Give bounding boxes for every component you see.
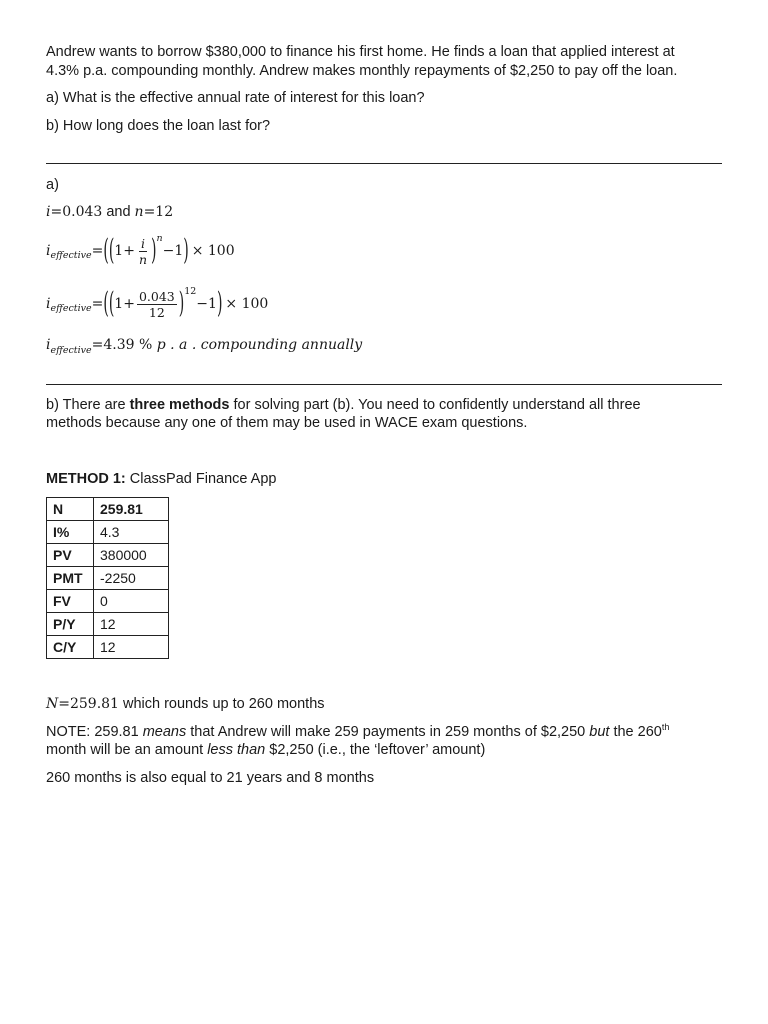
result-equals: =	[91, 337, 104, 353]
note-part-3: the 260	[609, 724, 662, 740]
eq1-one-plus: 1+	[114, 243, 135, 259]
i-symbol: i	[46, 204, 51, 220]
inner-paren-close: )	[178, 287, 185, 321]
table-row	[47, 521, 169, 544]
eq2-subscript: effective	[50, 302, 92, 314]
eq1-subscript: effective	[50, 249, 92, 261]
row-key: C/Y	[47, 636, 94, 659]
inner-paren-close: )	[151, 234, 157, 268]
i-over-n-fraction	[137, 236, 149, 267]
row-key: FV	[47, 590, 94, 613]
part-b-suffix: for solving part (b). You need to confidently understand all three	[229, 397, 641, 413]
result-lhs: i	[46, 337, 51, 353]
row-value: -2250	[94, 567, 169, 590]
n-symbol: n	[134, 204, 144, 220]
note-part-1: NOTE: 259.81	[46, 724, 143, 740]
row-value: 0	[94, 590, 169, 613]
n-result-text: which rounds up to 260 months	[118, 696, 325, 712]
n-result	[46, 695, 325, 713]
row-value: 12	[94, 613, 169, 636]
note-line-2b: $2,250 (i.e., the ‘leftover’ amount)	[265, 742, 486, 758]
years-equivalent: 260 months is also equal to 21 years and 8 months	[46, 770, 375, 786]
outer-paren-open: (	[103, 234, 109, 268]
part-b-intro-line-2: methods because any one of them may be used in WACE exam questions.	[46, 415, 528, 431]
eq2-exponent: 12	[184, 285, 197, 297]
eq1-lhs: i	[46, 243, 51, 259]
note-line-2	[46, 741, 485, 759]
row-key: PMT	[47, 567, 94, 590]
n-value: =12	[143, 204, 174, 220]
note-line-2a: month will be an amount	[46, 742, 208, 758]
table-row	[47, 498, 169, 521]
eq1-exponent: n	[156, 232, 163, 244]
intro-line-1: Andrew wants to borrow $380,000 to finance his first home. He finds a loan that applied interest at	[46, 44, 675, 60]
row-key: I%	[47, 521, 94, 544]
section-divider	[46, 163, 722, 164]
row-value: 259.81	[94, 498, 169, 521]
and-text: and	[102, 204, 135, 220]
n-result-symbol: N	[46, 696, 59, 712]
question-a: a) What is the effective annual rate of interest for this loan?	[46, 90, 425, 106]
eq1-equals: =	[91, 243, 104, 259]
inner-paren-open: (	[108, 234, 115, 268]
eq2-times: × 100	[225, 296, 269, 312]
note-part-2: that Andrew will make 259 payments in 259 months of $2,250	[186, 724, 590, 740]
note-less-than: less than	[207, 742, 266, 758]
outer-paren-close: )	[183, 234, 189, 268]
section-divider	[46, 384, 722, 385]
eq2-numerator: 0.043	[138, 288, 175, 304]
effective-rate-substituted	[46, 285, 271, 323]
row-key: P/Y	[47, 613, 94, 636]
note-means: means	[142, 724, 187, 740]
i-value: =0.043	[50, 204, 103, 220]
row-value: 4.3	[94, 521, 169, 544]
intro-line-2: 4.3% p.a. compounding monthly. Andrew makes monthly repayments of $2,250 to pay off the loan.	[46, 63, 678, 79]
eq1-minus-one: −1	[162, 243, 184, 259]
outer-paren-close: )	[216, 287, 223, 321]
row-value: 12	[94, 636, 169, 659]
outer-paren-open: (	[103, 287, 109, 321]
table-row	[47, 590, 169, 613]
row-value: 380000	[94, 544, 169, 567]
part-a-label: a)	[46, 177, 59, 193]
table-row	[47, 567, 169, 590]
eq2-lhs: i	[46, 296, 51, 312]
eq2-minus-one: −1	[196, 296, 217, 312]
inner-paren-open: (	[108, 287, 115, 321]
eq2-equals: =	[91, 296, 104, 312]
table-row	[47, 613, 169, 636]
table-row	[47, 544, 169, 567]
effective-rate-formula	[46, 232, 238, 270]
part-b-prefix: b) There are	[46, 397, 130, 413]
result-subscript: effective	[50, 345, 92, 356]
n-result-value: =259.81	[58, 696, 119, 712]
result-value: 4.39 %	[103, 337, 157, 353]
part-b-intro-line-1	[46, 396, 641, 414]
note-line-1	[46, 723, 669, 742]
question-b: b) How long does the loan last for?	[46, 118, 271, 134]
table-row	[47, 636, 169, 659]
row-key: PV	[47, 544, 94, 567]
note-but: but	[589, 724, 610, 740]
method-1-heading	[46, 470, 276, 488]
method-1-title: ClassPad Finance App	[125, 471, 277, 487]
given-values	[46, 203, 173, 221]
eq2-denominator: 12	[148, 304, 165, 320]
method-1-label: METHOD 1:	[46, 471, 126, 487]
eq1-times: × 100	[191, 243, 235, 259]
effective-rate-result	[46, 336, 362, 356]
eq1-numerator: i	[140, 235, 145, 251]
rate-over-12-fraction	[137, 289, 177, 320]
note-th-superscript: th	[661, 722, 670, 732]
result-text: p . a . compounding annually	[156, 337, 363, 353]
eq1-denominator: n	[138, 251, 147, 267]
eq2-one-plus: 1+	[114, 296, 135, 312]
finance-app-table	[46, 497, 169, 659]
three-methods-bold: three methods	[129, 397, 230, 413]
row-key: N	[47, 498, 94, 521]
